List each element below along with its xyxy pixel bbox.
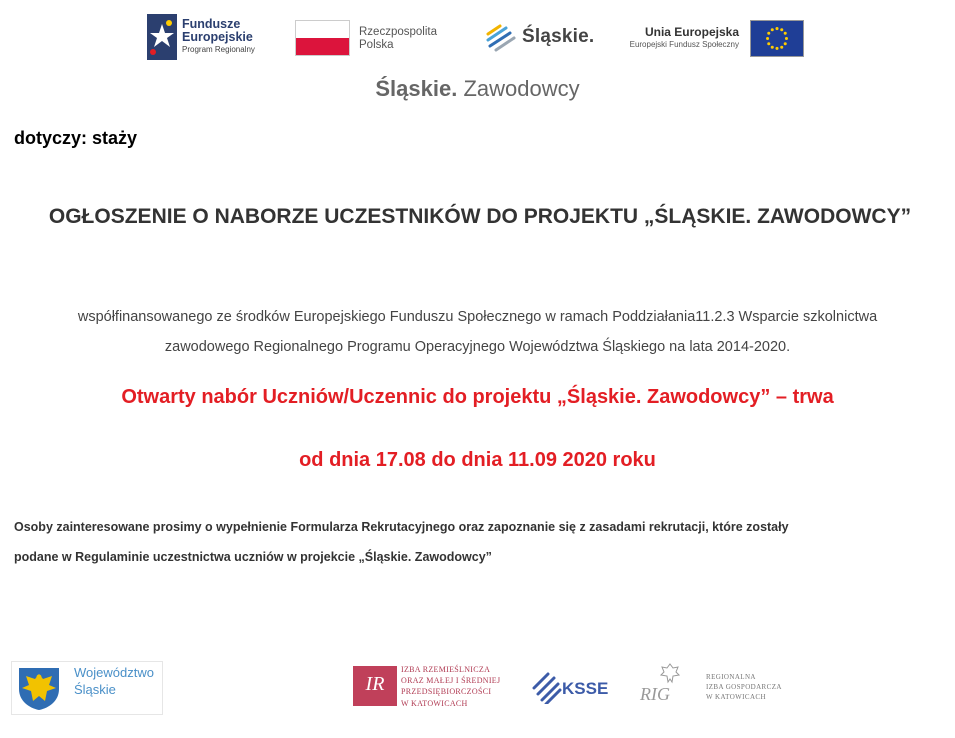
izba-line3: PRZEDSIĘBIORCZOŚCI (401, 687, 492, 697)
fundusze-line2: Europejskie (182, 30, 253, 45)
document-topic: dotyczy: staży (14, 128, 138, 148)
rzeczpospolita-line2: Polska (359, 39, 394, 52)
wojewodztwo-line1: Województwo (74, 665, 154, 680)
project-subtitle (0, 76, 955, 102)
fundusze-line3: Program Regionalny (182, 45, 255, 55)
cofinance-paragraph (0, 303, 955, 362)
slaskie-logo-text: Śląskie. (522, 26, 595, 47)
rig-line3: W KATOWICACH (706, 693, 766, 702)
eagle-emblem-icon (660, 662, 680, 684)
rzeczpospolita-line1: Rzeczpospolita (359, 26, 437, 38)
wojewodztwo-slaskie-logo (11, 661, 163, 715)
announcement-heading: OGŁOSZENIE O NABORZE UCZESTNIKÓW DO PROJEKTU „ŚLĄSKIE. ZAWODOWCY” (48, 205, 912, 228)
ksse-text: KSSE (562, 679, 609, 698)
fundusze-europejskie-logo (147, 14, 272, 62)
izba-monogram-icon (353, 666, 397, 706)
info-line2: podane w Regulaminie uczestnictwa uczniów w projekcie „Śląskie. Zawodowcy” (14, 550, 492, 564)
fundusze-line1: Fundusze (182, 17, 241, 31)
polish-flag-icon (295, 20, 350, 56)
izba-line4: W KATOWICACH (401, 698, 468, 708)
cofinance-line2: zawodowego Regionalnego Programu Operacyjnego Województwa Śląskiego na lata 2014-2020. (164, 338, 791, 355)
izba-line2: ORAZ MAŁEJ I ŚREDNIEJ (401, 676, 501, 686)
recruitment-dates-line: od dnia 17.08 do dnia 11.09 2020 roku (299, 449, 656, 471)
info-line1: Osoby zainteresowane prosimy o wypełnienie Formularza Rekrutacyjnego oraz zapoznanie się z zasadami rekrutacji, które zostały (14, 520, 789, 534)
eu-flag-icon (750, 20, 804, 57)
izba-line1: IZBA RZEMIEŚLNICZA (401, 665, 491, 674)
izba-monogram: IR (365, 673, 385, 695)
subtitle-rest: Zawodowcy (457, 76, 580, 101)
cofinance-line1: współfinansowanego ze środków Europejskiego Funduszu Społecznego w ramach Poddziałania11.2.3 Wsparcie szkolnictwa (77, 309, 878, 325)
unia-line2: Europejski Fundusz Społeczny (629, 39, 739, 49)
info-paragraph (14, 512, 944, 572)
ksse-stripes-icon (532, 666, 562, 704)
regionalna-izba-gospodarcza-logo (640, 662, 790, 712)
rig-monogram: RIG (640, 684, 670, 704)
eagle-coat-of-arms-icon (16, 665, 62, 711)
recruitment-open-line: Otwarty nabór Uczniów/Uczennic do projektu „Śląskie. Zawodowcy” – trwa (121, 386, 834, 408)
ksse-logo (530, 662, 620, 706)
rig-line2: IZBA GOSPODARCZA (706, 683, 782, 692)
wojewodztwo-line2: Śląskie (74, 681, 116, 697)
rig-line1: REGIONALNA (706, 673, 756, 681)
unia-line1: Unia Europejska (644, 25, 739, 39)
subtitle-bold: Śląskie. (375, 76, 458, 101)
slaskie-logo (486, 22, 596, 54)
unia-europejska-logo (623, 20, 805, 60)
rzeczpospolita-logo (295, 20, 455, 58)
slaskie-waves-icon (486, 24, 516, 52)
izba-rzemieslnicza-logo (353, 664, 508, 712)
fundusze-star-icon (147, 14, 177, 60)
